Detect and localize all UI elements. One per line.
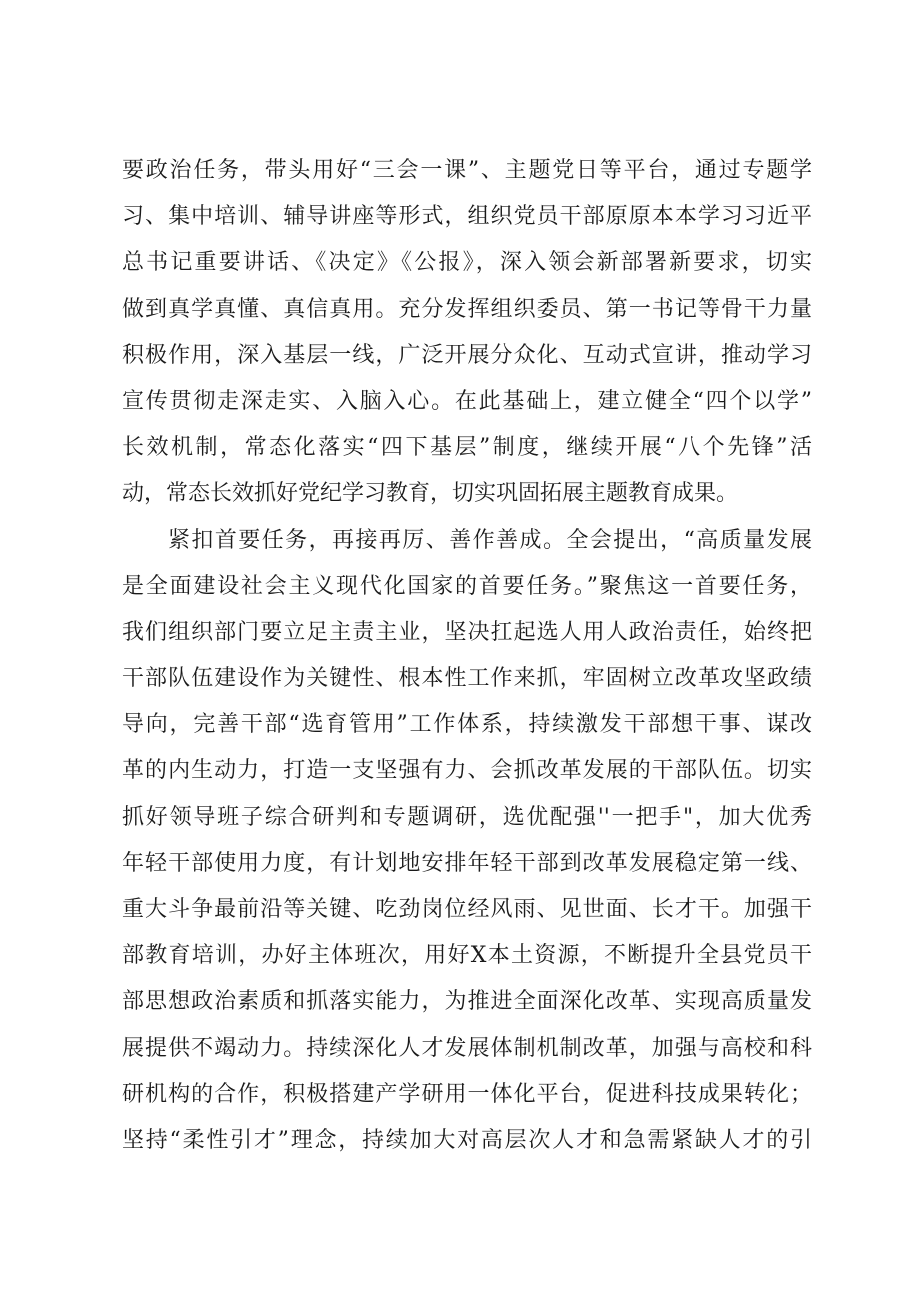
text-line: 干部队伍建设作为关键性、根本性工作来抓，牢固树立改革攻坚政绩	[122, 666, 812, 692]
text-line: 积极作用，深入基层一线，广泛开展分众化、互动式宣讲，推动学习	[122, 342, 812, 368]
text-line: 年轻干部使用力度，有计划地安排年轻干部到改革发展稳定第一线、	[122, 850, 812, 876]
text-line: 部思想政治素质和抓落实能力，为推进全面深化改革、实现高质量发	[122, 989, 812, 1015]
text-line: 研机构的合作，积极搭建产学研用一体化平台，促进科技成果转化；	[122, 1081, 812, 1107]
text-line: 长效机制，常态化落实“四下基层”制度，继续开展“八个先锋”活	[122, 435, 812, 461]
text-line: 总书记重要讲话、《决定》《公报》，深入领会新部署新要求，切实	[122, 250, 812, 276]
text-line: 革的内生动力，打造一支坚强有力、会抓改革发展的干部队伍。切实	[122, 758, 812, 784]
text-line: 做到真学真懂、真信真用。充分发挥组织委员、第一书记等骨干力量	[122, 296, 812, 322]
text-line: 部教育培训，办好主体班次，用好X本土资源，不断提升全县党员干	[122, 943, 812, 969]
text-line: 坚持“柔性引才”理念，持续加大对高层次人才和急需紧缺人才的引	[122, 1127, 812, 1153]
text-line: 抓好领导班子综合研判和专题调研，选优配强''一把手"，加大优秀	[122, 804, 812, 830]
text-line: 展提供不竭动力。持续深化人才发展体制机制改革，加强与高校和科	[122, 1035, 812, 1061]
paragraph-1	[122, 148, 812, 518]
text-line: 是全面建设社会主义现代化国家的首要任务。”聚焦这一首要任务，	[122, 573, 812, 599]
text-line: 动，常态长效抓好党纪学习教育，切实巩固拓展主题教育成果。	[122, 481, 739, 507]
text-line: 重大斗争最前沿等关键、吃劲岗位经风雨、见世面、长才干。加强干	[122, 897, 812, 922]
paragraph-2	[122, 518, 812, 1165]
text-line: 紧扣首要任务，再接再厉、善作善成。全会提出，“高质量发展	[168, 527, 812, 553]
text-line: 宣传贯彻走深走实、入脑入心。在此基础上，建立健全“四个以学”	[122, 388, 812, 414]
text-line: 习、集中培训、辅导讲座等形式，组织党员干部原原本本学习习近平	[122, 204, 812, 230]
text-line: 要政治任务，带头用好“三会一课”、主题党日等平台，通过专题学	[122, 158, 812, 183]
text-line: 我们组织部门要立足主责主业，坚决扛起选人用人政治责任，始终把	[122, 619, 812, 645]
document-body	[122, 148, 812, 1164]
text-line: 导向，完善干部“选育管用”工作体系，持续激发干部想干事、谋改	[122, 712, 812, 738]
